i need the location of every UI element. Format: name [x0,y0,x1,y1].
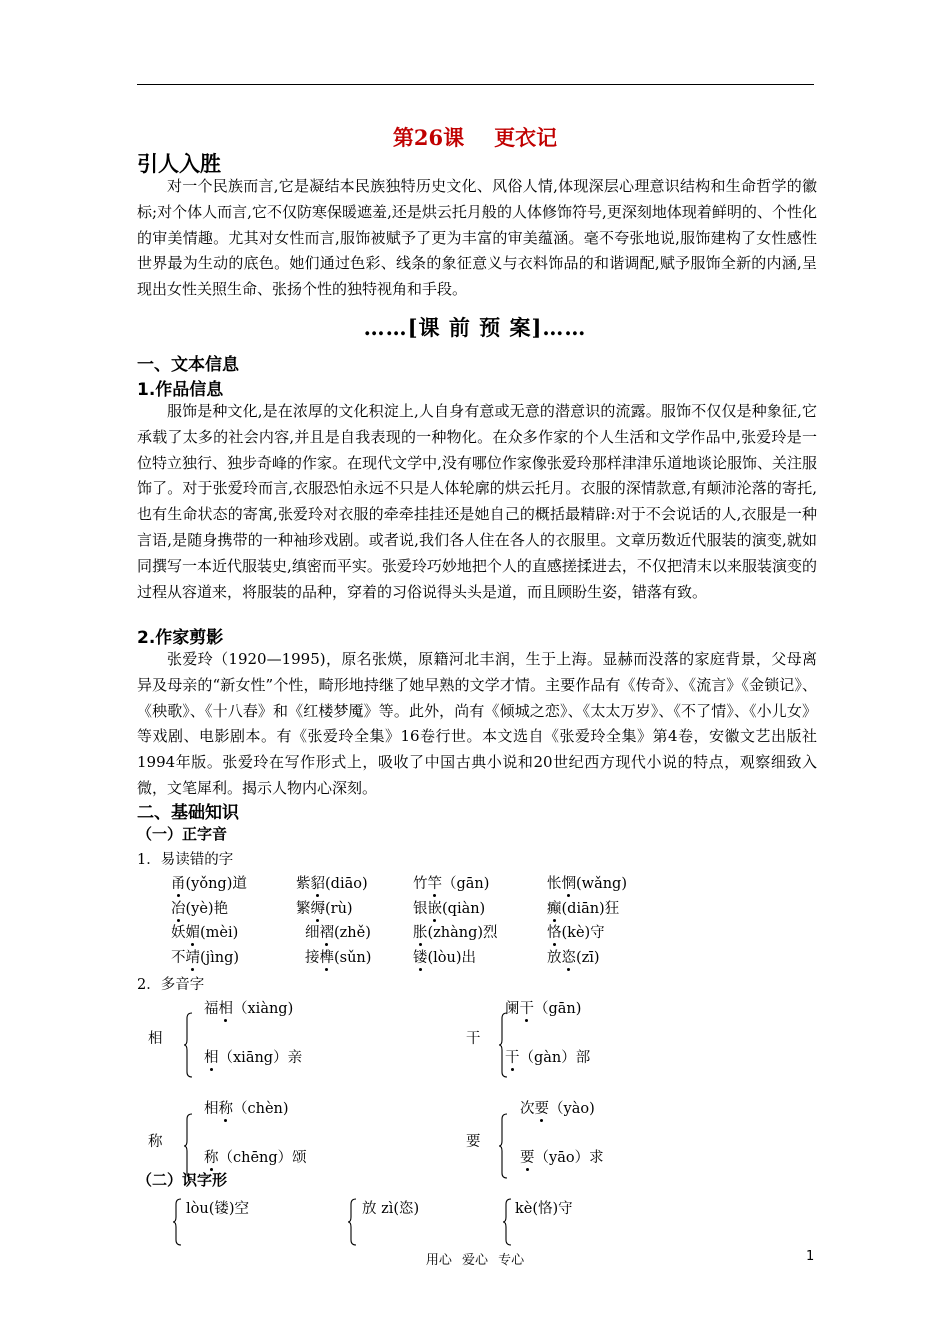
pinyin-note: （gàn）部 [519,1050,591,1066]
brace-icon [183,1113,193,1179]
polyphone-reading-bottom [204,1146,307,1167]
dotted-char: 要 [520,1146,535,1167]
misread-item [296,897,353,918]
glyph-item: lòu(镂)空 [186,1201,250,1217]
brace-icon [183,1012,193,1078]
work-info-heading: 1.作品信息 [137,380,224,400]
pinyin-note: (qiàn) [442,901,486,917]
dotted-char: 甬 [171,872,186,893]
word-prefix: 放 [547,950,562,966]
dotted-char: 称 [219,1097,234,1118]
misread-item [547,921,605,942]
section-basic-knowledge-heading: 二、基础知识 [137,803,239,823]
misread-item [413,872,489,893]
polyphone-reading-bottom [505,1046,590,1067]
pinyin-note: （gān) [442,876,490,892]
dotted-char: 恣 [562,946,577,967]
dotted-char: 缛 [311,897,326,918]
brace-icon [502,1198,512,1246]
word-prefix: 不 [171,950,186,966]
misread-item [296,872,368,893]
misread-item [547,946,600,967]
word-prefix: 接 [305,950,320,966]
pinyin-note: (mèi) [200,925,239,941]
author-profile-paragraph: 张爱玲（1920—1995)，原名张煐，原籍河北丰润，生于上海。显赫而没落的家庭背景，父母离异及母亲的“新女性”个性，畸形地持继了她早熟的文学才情。主要作品有《传奇》、《流言》《金锁记》、《秧歌》、《十八春》和《红楼梦魇》等。此外，尚有《倾城之恋》、《太太万岁》、《不了情》、《小儿女》等戏剧、电影剧本。有《张爱玲全集》16卷行世。本文选自《张爱玲全集》第4卷，安徽文艺出版社1994年版。张爱玲在写作形式上，吸收了中国古典小说和20世纪西方现代小说的特点，观察细致入微，文笔犀利。揭示人物内心深刻。 [137,650,817,797]
glyph-heading: （二）识字形 [137,1171,228,1189]
glyph-item: kè(恪)守 [515,1201,573,1217]
glyph-item: 放 zì(恣) [362,1201,420,1217]
pinyin-note: (jìng) [200,950,240,966]
section-text-info-heading: 一、文本信息 [137,355,239,375]
intro-heading: 引人入胜 [137,151,221,176]
lesson-number: 第26课 [392,125,465,150]
footer-slogan: 用心 爱心 专心 [425,1253,525,1268]
header-rule [137,84,814,85]
dotted-char: 干 [520,997,535,1018]
misread-item [171,872,247,893]
misread-label: 1．易读错的字 [137,852,234,868]
pinyin-note: (lòu)出 [427,950,477,966]
word-prefix: 阑 [505,1001,520,1017]
dotted-char: 干 [505,1046,520,1067]
word-prefix: 相 [204,1101,219,1117]
dotted-char: 竿 [428,872,443,893]
polyphone-reading-top [520,1097,595,1118]
brace-icon [498,1113,508,1179]
pinyin-note: (diān)狂 [561,901,620,917]
dotted-char: 惘 [562,872,577,893]
dotted-char: 胀 [413,921,428,942]
polyphone-reading-top [505,997,581,1018]
intro-paragraph: 对一个民族而言,它是凝结本民族独特历史文化、风俗人情,体现深层心理意识结构和生命哲学的徽标;对个体人而言,它不仅防寒保暖遮羞,还是烘云托月般的人体修饰符号,更深刻地体现着鲜明的、个性化的审美情趣。尤其对女性而言,服饰被赋予了更为丰富的审美蕴涵。毫不夸张地说,服饰建构了女性感性世界最为生动的底色。她们通过色彩、线条的象征意义与衣料饰品的和谐调配,赋予服饰全新的内涵,呈现出女性关照生命、张扬个性的独特视角和手段。 [137,177,817,299]
lesson-name: 更衣记 [494,125,558,150]
dotted-char: 相 [219,997,234,1018]
misread-item [547,897,619,918]
pronunciation-heading: （一）正字音 [137,825,228,843]
pinyin-note: (rù) [325,901,353,917]
pinyin-note: (sǔn) [334,950,372,966]
pinyin-note: (wǎng) [576,876,627,892]
dotted-char: 冶 [171,897,186,918]
pinyin-note: （gān) [534,1001,582,1017]
polyphone-reading-top [204,1097,289,1118]
misread-item [413,946,476,967]
dotted-char: 相 [204,1046,219,1067]
dotted-char: 要 [535,1097,550,1118]
polyphone-head-char: 相 [148,1031,163,1047]
dotted-char: 镂 [413,946,428,967]
dotted-char: 褶 [320,921,335,942]
dotted-char: 恪 [547,921,562,942]
misread-item [305,921,371,942]
misread-item [413,897,485,918]
polyphone-label: 2．多音字 [137,977,205,993]
pinyin-note: (zhě) [334,925,371,941]
word-prefix: 银 [413,901,428,917]
pinyin-note: (diāo) [325,876,368,892]
word-prefix: 紫 [296,876,311,892]
author-profile-heading: 2.作家剪影 [137,628,224,648]
misread-item [171,921,238,942]
polyphone-reading-bottom [520,1146,604,1167]
misread-item [413,921,498,942]
dotted-char: 靖 [186,946,201,967]
work-info-paragraph: 服饰是种文化,是在浓厚的文化积淀上,人自身有意或无意的潜意识的流露。服饰不仅仅是种象征,它承载了太多的社会内容,并且是自我表现的一种物化。在众多作家的个人生活和文学作品中,张爱玲是一位特立独行、独步奇峰的作家。在现代文学中,没有哪位作家像张爱玲那样津津乐道地谈论服饰、关注服饰了。对于张爱玲而言,衣服恐怕永远不只是人体轮廓的烘云托月。衣服的深情款意,有颠沛沦落的寄托,也有生命状态的寄寓,张爱玲对衣服的牵牵挂挂还是她自己的概括最精辟:对于不会说话的人,衣服是一种言语,是随身携带的一种袖珍戏剧。或者说,我们各人住在各人的衣服里。文章历数近代服装的演变,就如同撰写一本近代服装史,缜密而平实。张爱玲巧妙地把个人的直感搓揉进去，不仅把清末以来服装演变的过程从容道来，将服装的品种，穿着的习俗说得头头是道，而且顾盼生姿，错落有致。 [137,402,817,601]
dotted-char: 癫 [547,897,562,918]
dotted-char: 嵌 [428,897,443,918]
pinyin-note: （xiāng）亲 [218,1050,303,1066]
pinyin-note: （yào) [549,1101,595,1117]
misread-item [171,946,239,967]
preview-heading: ……[课 前 预 案]…… [363,315,587,340]
pinyin-note: (kè)守 [561,925,605,941]
dotted-char: 称 [204,1146,219,1167]
pinyin-note: (zī) [576,950,600,966]
dotted-char: 榫 [320,946,335,967]
word-prefix: 竹 [413,876,428,892]
pinyin-note: （chèn) [233,1101,289,1117]
pinyin-note: (yè)艳 [185,901,229,917]
page-number: 1 [806,1249,815,1264]
pinyin-note: (yǒng)道 [185,876,247,892]
pinyin-note: (zhàng)烈 [427,925,498,941]
misread-item [547,872,627,893]
misread-item [305,946,371,967]
misread-item [171,897,228,918]
polyphone-head-char: 干 [466,1031,481,1047]
word-prefix: 次 [520,1101,535,1117]
polyphone-reading-bottom [204,1046,302,1067]
pinyin-note: （chēng）颂 [218,1150,307,1166]
pinyin-note: （yāo）求 [534,1150,604,1166]
word-prefix: 妖 [171,925,186,941]
pinyin-note: （xiàng) [233,1001,294,1017]
dotted-char: 貂 [311,872,326,893]
polyphone-reading-top [204,997,293,1018]
polyphone-head-char: 要 [466,1134,481,1150]
word-prefix: 细 [305,925,320,941]
brace-icon [172,1198,182,1246]
word-prefix: 繁 [296,901,311,917]
word-prefix: 怅 [547,876,562,892]
brace-icon [498,1012,508,1078]
word-prefix: 福 [204,1001,219,1017]
brace-icon [347,1198,357,1246]
dotted-char: 媚 [186,921,201,942]
polyphone-head-char: 称 [148,1134,163,1150]
